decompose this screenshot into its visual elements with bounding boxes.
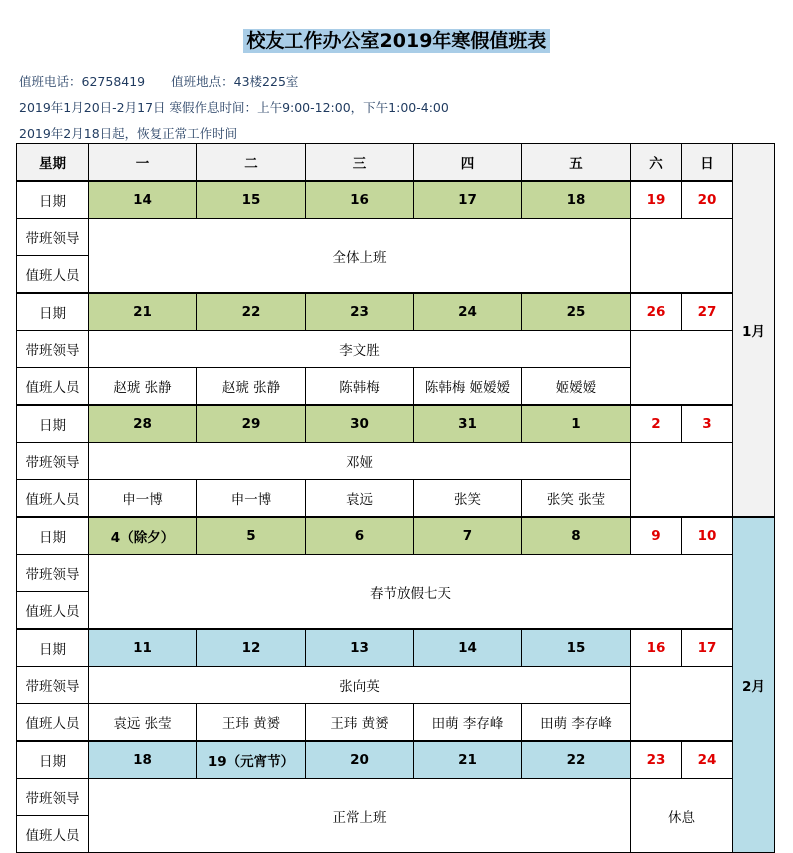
table-row-date: [17, 181, 775, 219]
hours-label: 寒假作息时间：: [169, 100, 258, 115]
staff-cell: 赵琥 张静: [89, 368, 197, 406]
weekend-empty-cell: [631, 331, 733, 406]
leader-cell: 邓娅: [89, 443, 631, 480]
staff-cell: 陈韩梅 姬嫒嫒: [414, 368, 522, 406]
weekend-date-cell: 10: [682, 517, 733, 555]
header-row: [17, 144, 775, 182]
row-label-date: 日期: [17, 517, 89, 555]
row-label-leader: 带班领导: [17, 779, 89, 816]
date-cell: 14: [414, 629, 522, 667]
weekend-date-cell: 26: [631, 293, 682, 331]
merged-note-cell: 全体上班: [89, 219, 631, 294]
header-cell-wed: 三: [306, 144, 414, 182]
duty-schedule-table: [16, 143, 775, 853]
weekend-date-cell: 9: [631, 517, 682, 555]
table-row-date: [17, 517, 775, 555]
header-cell-fri: 五: [522, 144, 631, 182]
month-february: 2月: [733, 517, 775, 853]
row-label-leader: 带班领导: [17, 443, 89, 480]
date-cell: 12: [197, 629, 306, 667]
header-cell-sat: 六: [631, 144, 682, 182]
row-label-leader: 带班领导: [17, 219, 89, 256]
header-cell-weekday: 星期: [17, 144, 89, 182]
table-row-leader: [17, 779, 775, 816]
date-cell: 5: [197, 517, 306, 555]
row-label-date: 日期: [17, 741, 89, 779]
header-cell-tue: 二: [197, 144, 306, 182]
staff-cell: 张笑 张莹: [522, 480, 631, 518]
staff-cell: 赵琥 张静: [197, 368, 306, 406]
date-cell: 6: [306, 517, 414, 555]
leader-cell: 李文胜: [89, 331, 631, 368]
date-cell: 8: [522, 517, 631, 555]
weekend-date-cell: 16: [631, 629, 682, 667]
date-cell: 20: [306, 741, 414, 779]
date-cell: 18: [522, 181, 631, 219]
place-label: 值班地点：: [171, 74, 234, 89]
phone-number: 62758419: [81, 74, 146, 89]
date-cell: 7: [414, 517, 522, 555]
row-label-staff: 值班人员: [17, 368, 89, 406]
row-label-staff: 值班人员: [17, 704, 89, 742]
resume-text: 2019年2月18日起，恢复正常工作时间: [19, 126, 238, 141]
row-label-leader: 带班领导: [17, 555, 89, 592]
date-cell: 15: [197, 181, 306, 219]
row-label-leader: 带班领导: [17, 667, 89, 704]
staff-cell: 田萌 李存峰: [414, 704, 522, 742]
date-cell-new-years-eve: 4（除夕）: [89, 517, 197, 555]
date-cell: 15: [522, 629, 631, 667]
header-cell-mon: 一: [89, 144, 197, 182]
place-value: 43楼225室: [233, 74, 299, 89]
date-cell: 16: [306, 181, 414, 219]
weekend-empty-cell: [631, 667, 733, 742]
table-row-date: [17, 741, 775, 779]
date-cell: 25: [522, 293, 631, 331]
header-cell-thu: 四: [414, 144, 522, 182]
staff-cell: 王玮 黄赟: [197, 704, 306, 742]
leader-cell: 张向英: [89, 667, 631, 704]
weekend-date-cell: 24: [682, 741, 733, 779]
date-cell-lantern-festival: 19（元宵节）: [197, 741, 306, 779]
date-cell: 21: [89, 293, 197, 331]
weekend-date-cell: 27: [682, 293, 733, 331]
date-cell: 22: [522, 741, 631, 779]
row-label-date: 日期: [17, 293, 89, 331]
weekend-date-cell: 23: [631, 741, 682, 779]
merged-note-cell: 春节放假七天: [89, 555, 733, 630]
header-cell-sun: 日: [682, 144, 733, 182]
table-row-leader: [17, 555, 775, 592]
row-label-date: 日期: [17, 629, 89, 667]
staff-cell: 王玮 黄赟: [306, 704, 414, 742]
date-cell: 11: [89, 629, 197, 667]
period-text: 2019年1月20日-2月17日: [19, 100, 166, 115]
table-row-leader: [17, 331, 775, 368]
table-row-leader: [17, 443, 775, 480]
date-cell: 21: [414, 741, 522, 779]
staff-cell: 田萌 李存峰: [522, 704, 631, 742]
staff-cell: 袁远: [306, 480, 414, 518]
row-label-staff: 值班人员: [17, 256, 89, 294]
row-label-date: 日期: [17, 405, 89, 443]
title-text: 校友工作办公室2019年寒假值班表: [243, 29, 551, 53]
date-cell: 18: [89, 741, 197, 779]
info-line-resume: [19, 124, 237, 142]
staff-cell: 袁远 张莹: [89, 704, 197, 742]
staff-cell: 申一博: [89, 480, 197, 518]
date-cell: 24: [414, 293, 522, 331]
table-row-leader: [17, 219, 775, 256]
row-label-staff: 值班人员: [17, 480, 89, 518]
table-row-date: [17, 629, 775, 667]
date-cell: 13: [306, 629, 414, 667]
info-line-hours: [19, 98, 449, 116]
staff-cell: 张笑: [414, 480, 522, 518]
row-label-leader: 带班领导: [17, 331, 89, 368]
date-cell: 14: [89, 181, 197, 219]
merged-note-cell: 正常上班: [89, 779, 631, 853]
date-cell: 1: [522, 405, 631, 443]
row-label-date: 日期: [17, 181, 89, 219]
staff-cell: 陈韩梅: [306, 368, 414, 406]
date-cell: 17: [414, 181, 522, 219]
weekend-date-cell: 3: [682, 405, 733, 443]
weekend-rest-cell: 休息: [631, 779, 733, 853]
date-cell: 31: [414, 405, 522, 443]
date-cell: 28: [89, 405, 197, 443]
weekend-date-cell: 20: [682, 181, 733, 219]
row-label-staff: 值班人员: [17, 592, 89, 630]
month-january: 1月: [733, 144, 775, 518]
table-row-date: [17, 293, 775, 331]
info-line-contact: [19, 72, 298, 90]
weekend-date-cell: 19: [631, 181, 682, 219]
row-label-staff: 值班人员: [17, 816, 89, 853]
weekend-empty-cell: [631, 219, 733, 294]
table-row-date: [17, 405, 775, 443]
date-cell: 22: [197, 293, 306, 331]
staff-cell: 申一博: [197, 480, 306, 518]
phone-label: 值班电话：: [19, 74, 82, 89]
date-cell: 23: [306, 293, 414, 331]
weekend-empty-cell: [631, 443, 733, 518]
date-cell: 29: [197, 405, 306, 443]
date-cell: 30: [306, 405, 414, 443]
page-title: [0, 26, 793, 53]
table-row-leader: [17, 667, 775, 704]
staff-cell: 姬嫒嫒: [522, 368, 631, 406]
weekend-date-cell: 17: [682, 629, 733, 667]
hours-text: 上午9:00-12:00，下午1:00-4:00: [257, 100, 449, 115]
weekend-date-cell: 2: [631, 405, 682, 443]
